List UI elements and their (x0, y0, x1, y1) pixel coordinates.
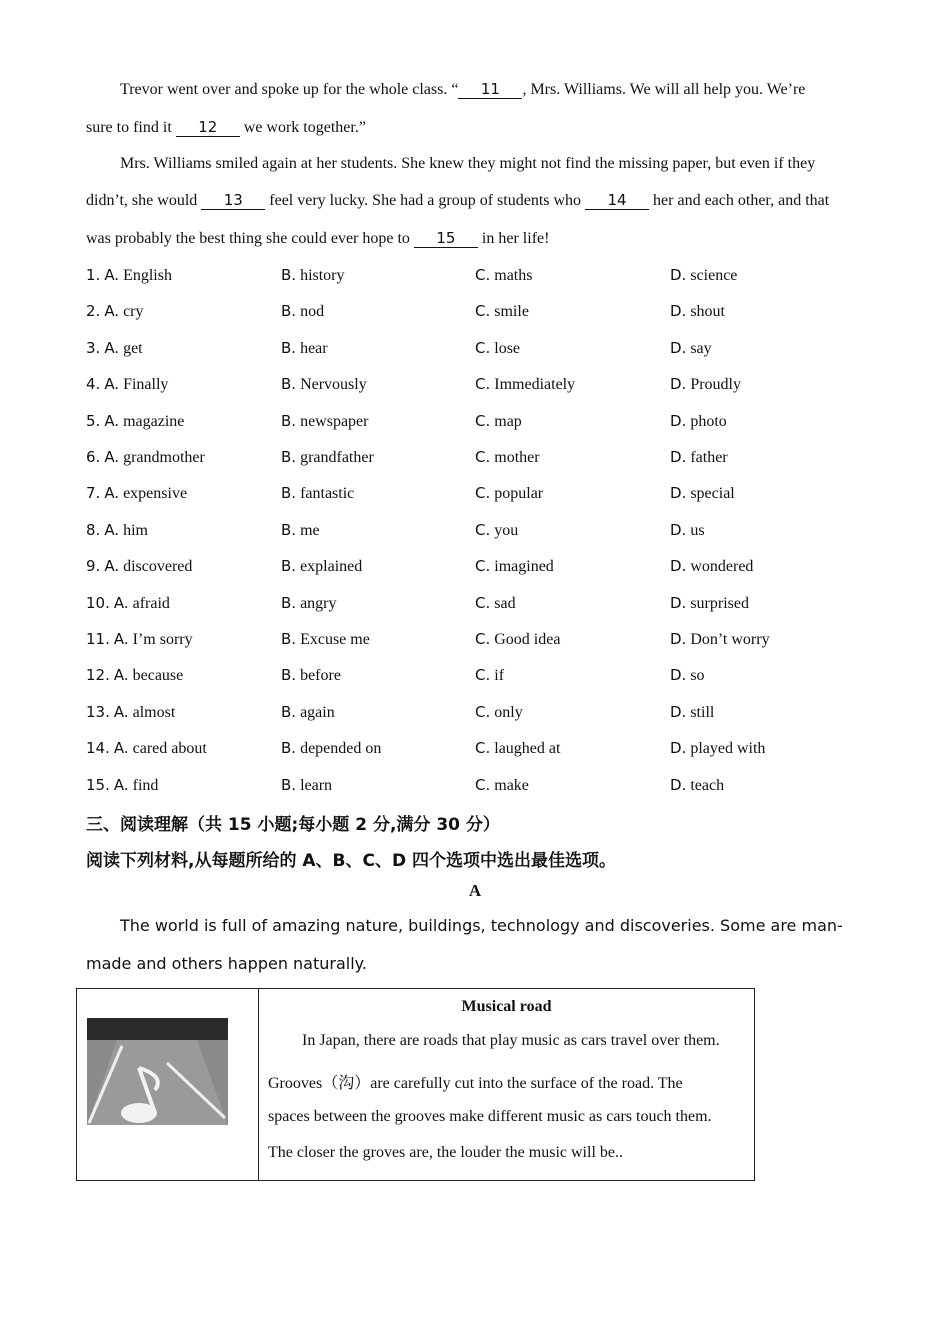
passage-line (86, 229, 549, 249)
option-d (670, 447, 728, 468)
option-letter: A. (104, 557, 120, 576)
option-text: Immediately (494, 376, 576, 394)
option-d (670, 338, 712, 359)
option-b (281, 665, 341, 686)
option-letter: B. (281, 593, 297, 612)
option-b (281, 374, 367, 395)
option-b (281, 411, 368, 432)
option-letter: A. (113, 739, 129, 758)
option-text: because (132, 667, 184, 685)
option-letter: D. (670, 630, 687, 648)
blank-12: 12 (176, 119, 240, 137)
table-title: Musical road (461, 998, 552, 1015)
option-b (281, 447, 374, 468)
option-letter: B. (281, 302, 297, 321)
option-text: mother (494, 449, 540, 466)
option-text: imagined (494, 558, 554, 576)
option-text: played with (690, 740, 766, 758)
option-letter: C. (475, 266, 491, 284)
option-c (475, 520, 518, 541)
option-letter: C. (475, 375, 491, 394)
option-text: Proudly (690, 376, 741, 394)
option-c (475, 593, 516, 614)
option-d (670, 629, 770, 650)
option-text: again (300, 703, 335, 721)
question-row (86, 301, 886, 321)
question-row (86, 775, 886, 795)
option-letter: D. (670, 375, 687, 394)
option-c (475, 738, 560, 759)
question-number: 10. (86, 593, 110, 612)
option-letter: A. (113, 630, 129, 648)
passage-line (120, 80, 805, 100)
option-d (670, 702, 714, 723)
question-row (86, 702, 886, 722)
question-row (86, 556, 886, 576)
question-number: 9. (86, 557, 101, 576)
option-text: popular (494, 485, 544, 503)
question-row (86, 520, 886, 540)
option-text: hear (300, 339, 328, 357)
option-letter: B. (281, 630, 297, 648)
question-number: 12. (86, 666, 110, 685)
option-letter: C. (475, 702, 491, 721)
option-text: I’m sorry (132, 631, 193, 648)
option-text: learn (300, 776, 333, 794)
option-text: Don’t worry (690, 631, 770, 648)
option-d (670, 483, 735, 504)
option-letter: B. (281, 448, 297, 466)
option-letter: D. (670, 411, 687, 430)
option-text: magazine (123, 412, 185, 430)
option-b (281, 738, 381, 759)
option-letter: D. (670, 520, 687, 539)
question-number: 3. (86, 338, 101, 357)
option-letter: A. (113, 775, 129, 794)
question-number: 15. (86, 775, 110, 794)
option-text: Finally (123, 376, 169, 394)
question-number: 5. (86, 411, 101, 430)
blank-14: 14 (585, 192, 649, 210)
option-a (86, 520, 148, 541)
blank-15: 15 (414, 230, 478, 248)
option-a (86, 665, 183, 686)
option-text: wondered (690, 558, 754, 576)
option-letter: B. (281, 739, 297, 758)
option-letter: B. (281, 666, 297, 685)
option-letter: D. (670, 775, 687, 794)
option-text: only (494, 703, 523, 721)
option-letter: A. (104, 411, 120, 430)
option-text: shout (690, 303, 725, 321)
option-b (281, 483, 354, 504)
option-letter: A. (104, 266, 120, 284)
option-text: laughed at (494, 740, 561, 758)
option-letter: B. (281, 702, 297, 721)
option-c (475, 556, 554, 577)
option-c (475, 775, 529, 796)
option-letter: C. (475, 630, 491, 648)
option-text: English (123, 267, 172, 284)
table-text-line: spaces between the grooves make different music as cars touch them. (268, 1108, 712, 1125)
option-text: expensive (123, 485, 188, 503)
option-letter: C. (475, 593, 491, 612)
question-row (86, 447, 886, 467)
option-letter: C. (475, 484, 491, 503)
option-a (86, 411, 184, 432)
option-text: discovered (123, 558, 193, 576)
info-table (76, 988, 755, 1181)
option-d (670, 556, 753, 577)
option-a (86, 374, 168, 395)
option-letter: C. (475, 338, 491, 357)
option-letter: D. (670, 448, 687, 466)
option-letter: A. (104, 338, 120, 357)
option-a (86, 629, 193, 650)
option-text: so (690, 667, 705, 685)
option-a (86, 483, 187, 504)
option-c (475, 702, 523, 723)
question-row (86, 665, 886, 685)
question-row (86, 411, 886, 431)
option-letter: A. (113, 702, 129, 721)
question-number: 11. (86, 630, 110, 648)
option-text: explained (300, 558, 363, 576)
section-heading: 三、阅读理解（共 15 小题;每小题 2 分,满分 30 分） (86, 815, 500, 835)
question-number: 14. (86, 739, 110, 758)
option-c (475, 629, 560, 650)
text: Trevor went over and spoke up for the whole class. “ (120, 81, 459, 98)
option-a (86, 702, 175, 723)
text: sure to find it (86, 119, 176, 136)
option-letter: A. (113, 593, 129, 612)
option-c (475, 447, 540, 468)
option-letter: D. (670, 739, 687, 758)
option-text: almost (132, 703, 176, 721)
option-d (670, 593, 749, 614)
option-a (86, 447, 205, 468)
option-text: him (123, 521, 148, 539)
option-text: Good idea (494, 631, 561, 648)
option-c (475, 301, 529, 322)
option-text: get (123, 339, 143, 357)
option-a (86, 775, 158, 796)
option-b (281, 702, 335, 723)
option-letter: D. (670, 266, 687, 284)
option-text: surprised (690, 594, 749, 612)
question-row (86, 629, 886, 649)
option-text: newspaper (300, 412, 369, 430)
table-text-line: The closer the groves are, the louder the music will be.. (268, 1144, 623, 1161)
option-text: fantastic (300, 485, 355, 503)
option-text: grandmother (123, 449, 205, 466)
option-letter: A. (104, 375, 120, 394)
question-number: 7. (86, 484, 101, 503)
question-row (86, 374, 886, 394)
option-c (475, 265, 532, 286)
option-b (281, 629, 370, 650)
option-d (670, 374, 741, 395)
text: didn’t, she would (86, 192, 202, 209)
question-row (86, 593, 886, 613)
option-c (475, 411, 522, 432)
option-b (281, 593, 337, 614)
option-a (86, 301, 144, 322)
option-d (670, 665, 705, 686)
option-letter: B. (281, 266, 297, 284)
intro-line: made and others happen naturally. (86, 954, 367, 973)
option-d (670, 301, 725, 322)
option-text: afraid (132, 594, 170, 612)
option-letter: D. (670, 702, 687, 721)
question-row (86, 738, 886, 758)
option-text: special (690, 485, 735, 503)
option-text: angry (300, 594, 337, 612)
question-number: 13. (86, 702, 110, 721)
option-text: if (494, 667, 505, 685)
text: in her life! (477, 230, 550, 247)
question-number: 4. (86, 375, 101, 394)
option-letter: C. (475, 448, 491, 466)
text-cell (259, 989, 754, 1180)
option-letter: C. (475, 775, 491, 794)
option-text: lose (494, 339, 521, 357)
option-text: depended on (300, 740, 382, 758)
option-d (670, 775, 724, 796)
option-a (86, 593, 170, 614)
option-d (670, 265, 737, 286)
option-letter: D. (670, 666, 687, 685)
option-letter: B. (281, 557, 297, 576)
option-letter: C. (475, 739, 491, 758)
option-a (86, 556, 192, 577)
option-b (281, 301, 324, 322)
section-instruction: 阅读下列材料,从每题所给的 A、B、C、D 四个选项中选出最佳选项。 (86, 851, 616, 871)
option-b (281, 520, 320, 541)
option-letter: A. (113, 666, 129, 685)
option-letter: D. (670, 557, 687, 576)
option-text: us (690, 521, 705, 539)
option-letter: C. (475, 411, 491, 430)
table-text-line: In Japan, there are roads that play music as cars travel over them. (302, 1032, 720, 1049)
option-letter: D. (670, 484, 687, 503)
option-d (670, 520, 705, 541)
option-text: sad (494, 594, 516, 612)
option-text: history (300, 267, 345, 284)
option-text: you (494, 521, 519, 539)
option-letter: C. (475, 520, 491, 539)
option-text: cared about (132, 740, 207, 758)
option-c (475, 338, 520, 359)
option-text: before (300, 667, 341, 685)
blank-13: 13 (201, 192, 265, 210)
question-row (86, 338, 886, 358)
question-number: 6. (86, 448, 101, 466)
option-text: science (690, 267, 738, 284)
option-text: teach (690, 776, 725, 794)
option-text: grandfather (300, 449, 374, 466)
option-text: maths (494, 267, 533, 284)
option-text: find (132, 776, 159, 794)
text: was probably the best thing she could ever hope to (86, 230, 414, 247)
text: we work together.” (239, 119, 366, 136)
table-text-line: Grooves（沟）are carefully cut into the surface of the road. The (268, 1075, 683, 1092)
option-letter: B. (281, 375, 297, 394)
option-letter: D. (670, 302, 687, 321)
option-b (281, 338, 328, 359)
option-text: Excuse me (300, 631, 370, 648)
option-b (281, 775, 332, 796)
passage-line (86, 118, 366, 138)
option-c (475, 374, 575, 395)
text: , Mrs. Williams. We will all help you. We’re (522, 81, 806, 98)
text: her and each other, and that (649, 192, 830, 209)
question-number: 8. (86, 520, 101, 539)
option-text: cry (123, 303, 144, 321)
option-letter: D. (670, 338, 687, 357)
option-letter: C. (475, 666, 491, 685)
option-text: still (690, 703, 715, 721)
text: feel very lucky. She had a group of students who (265, 192, 586, 209)
option-letter: D. (670, 593, 687, 612)
image-cell (77, 989, 259, 1180)
option-letter: A. (104, 302, 120, 321)
option-letter: B. (281, 338, 297, 357)
option-letter: B. (281, 484, 297, 503)
option-letter: C. (475, 302, 491, 321)
option-text: photo (690, 412, 727, 430)
question-number: 2. (86, 302, 101, 321)
option-c (475, 483, 543, 504)
option-letter: B. (281, 775, 297, 794)
option-d (670, 738, 765, 759)
option-b (281, 556, 362, 577)
option-a (86, 265, 172, 286)
option-letter: C. (475, 557, 491, 576)
option-letter: A. (104, 484, 120, 503)
option-text: nod (300, 303, 325, 321)
musical-road-image (87, 1018, 228, 1125)
passage-label: A (468, 881, 482, 900)
option-letter: B. (281, 520, 297, 539)
option-a (86, 338, 143, 359)
option-text: make (494, 776, 529, 794)
option-letter: A. (104, 448, 120, 466)
option-d (670, 411, 727, 432)
passage-line (86, 191, 829, 211)
passage-line: Mrs. Williams smiled again at her students. She knew they might not find the missing paper, but even if they (120, 155, 816, 172)
option-letter: A. (104, 520, 120, 539)
question-row (86, 265, 886, 285)
option-text: smile (494, 303, 529, 321)
option-text: say (690, 339, 712, 357)
option-a (86, 738, 207, 759)
intro-line: The world is full of amazing nature, buildings, technology and discoveries. Some are man- (120, 916, 843, 935)
option-text: father (690, 449, 728, 466)
blank-11: 11 (458, 81, 522, 99)
question-number: 1. (86, 266, 101, 284)
option-c (475, 665, 504, 686)
question-row (86, 483, 886, 503)
option-text: Nervously (300, 376, 367, 394)
option-letter: B. (281, 411, 297, 430)
option-b (281, 265, 345, 286)
option-text: me (300, 521, 320, 539)
option-text: map (494, 412, 522, 430)
